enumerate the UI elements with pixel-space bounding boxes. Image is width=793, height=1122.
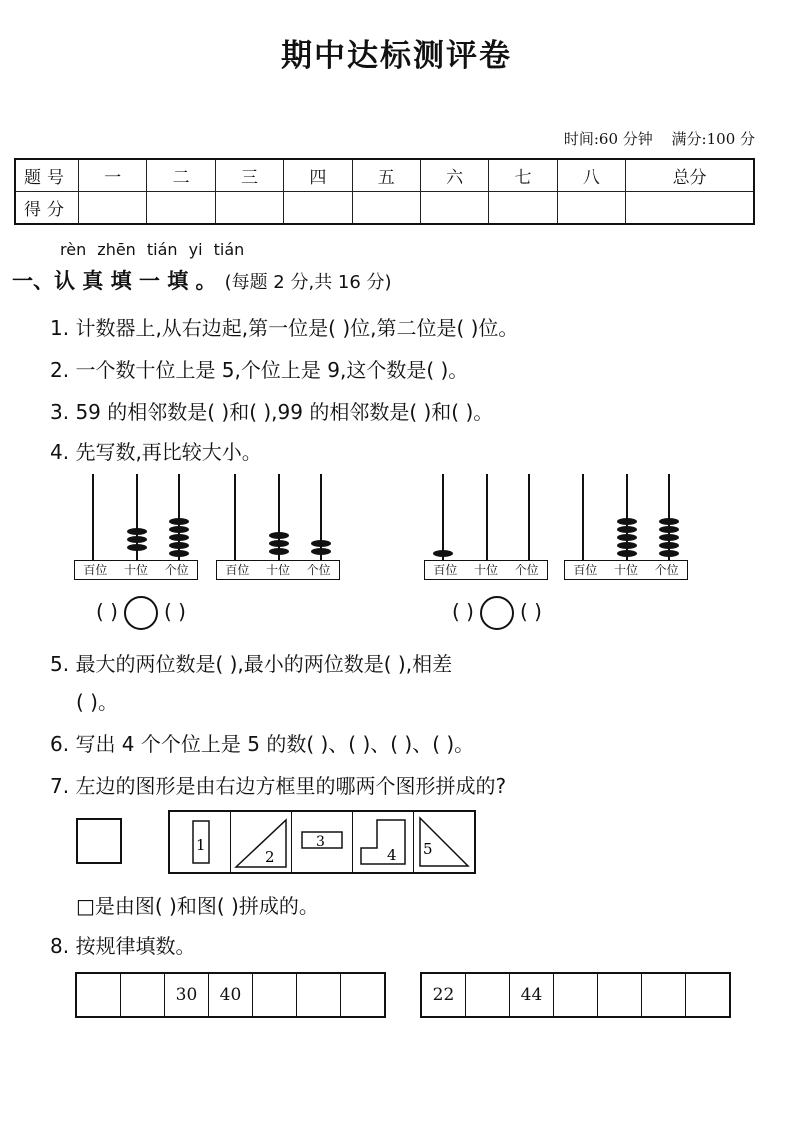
question-5: 5. 最大的两位数是( ),最小的两位数是( ),相差 xyxy=(50,652,453,676)
score-cell: 七 xyxy=(489,159,557,192)
abacus-label: 百位 xyxy=(225,563,250,577)
score-cell: 三 xyxy=(215,159,283,192)
sequence-cell: 44 xyxy=(509,974,553,1016)
score-cell: 四 xyxy=(284,159,352,192)
answer-blank[interactable]: ( ) xyxy=(452,599,474,624)
shape-5-number: 5 xyxy=(423,840,433,858)
section-title: 一、认 真 填 一 填 。 xyxy=(12,269,217,293)
abacus-4 xyxy=(564,474,688,584)
score-table-score-row xyxy=(15,192,754,225)
score-cell: 题号 xyxy=(15,159,79,192)
score-input-cell[interactable] xyxy=(284,192,352,225)
score-input-cell[interactable] xyxy=(489,192,557,225)
shape-1-number: 1 xyxy=(196,836,206,854)
sequence-cell: 40 xyxy=(208,974,252,1016)
sequence-cell[interactable] xyxy=(77,974,120,1016)
abacus-label: 百位 xyxy=(573,563,598,577)
score-cell: 六 xyxy=(420,159,488,192)
score-input-cell[interactable] xyxy=(79,192,147,225)
score-input-cell[interactable] xyxy=(626,192,754,225)
abacus-1 xyxy=(74,474,198,584)
time-limit: 时间:60 分钟 xyxy=(563,130,653,148)
answer-blank[interactable]: ( ) xyxy=(519,599,542,624)
score-input-cell[interactable] xyxy=(147,192,215,225)
question-1: 1. 计数器上,从右边起,第一位是( )位,第二位是( )位。 xyxy=(50,316,519,340)
shape-3 xyxy=(291,812,352,872)
abacus-label: 十位 xyxy=(473,563,498,577)
score-cell: 总分 xyxy=(626,159,754,192)
score-cell: 五 xyxy=(352,159,420,192)
shape-5 xyxy=(413,812,474,872)
sequence-cell: 22 xyxy=(432,985,455,1005)
sequence-cell[interactable] xyxy=(597,974,641,1016)
answer-blank[interactable]: ( ) xyxy=(163,599,186,624)
section-pinyin: rèn zhēn tián yi tián xyxy=(60,240,245,259)
abacus-label: 个位 xyxy=(514,563,539,577)
score-cell: 一 xyxy=(79,159,147,192)
sequence-cell[interactable] xyxy=(252,974,296,1016)
section-points: (每题 2 分,共 16 分) xyxy=(224,272,392,293)
shape-3-number: 3 xyxy=(316,834,325,850)
score-label: 得分 xyxy=(15,192,79,225)
score-cell: 八 xyxy=(557,159,625,192)
score-input-cell[interactable] xyxy=(215,192,283,225)
abacus-label: 十位 xyxy=(123,563,148,577)
sequence-grid-1 xyxy=(75,972,386,1018)
question-4: 4. 先写数,再比较大小。 xyxy=(50,440,262,464)
full-score: 满分:100 分 xyxy=(671,130,755,148)
abacus-label: 个位 xyxy=(164,563,189,577)
answer-blank[interactable]: ( ) xyxy=(96,599,118,624)
sequence-cell[interactable] xyxy=(641,974,685,1016)
sequence-cell[interactable] xyxy=(553,974,597,1016)
shape-2-number: 2 xyxy=(265,848,275,866)
sequence-cell[interactable] xyxy=(296,974,340,1016)
sequence-cell[interactable] xyxy=(120,974,164,1016)
shape-box xyxy=(168,810,476,874)
question-6: 6. 写出 4 个个位上是 5 的数( )、( )、( )、( )。 xyxy=(50,732,475,756)
shape-1 xyxy=(170,812,230,872)
page-title: 期中达标测评卷 xyxy=(281,38,512,74)
exam-meta xyxy=(550,128,755,149)
score-input-cell[interactable] xyxy=(420,192,488,225)
sequence-cell[interactable] xyxy=(340,974,384,1016)
question-7: 7. 左边的图形是由右边方框里的哪两个图形拼成的? xyxy=(50,774,507,798)
question-2: 2. 一个数十位上是 5,个位上是 9,这个数是( )。 xyxy=(50,358,469,382)
abacus-label: 十位 xyxy=(265,563,290,577)
compare-row-left xyxy=(96,596,186,630)
compare-row-right xyxy=(452,596,542,630)
score-input-cell[interactable] xyxy=(557,192,625,225)
abacus-2 xyxy=(216,474,340,584)
abacus-label: 百位 xyxy=(433,563,458,577)
question-7-answer: □是由图( )和图( )拼成的。 xyxy=(76,894,319,918)
sequence-grid-2 xyxy=(420,972,731,1018)
shape-2 xyxy=(230,812,291,872)
question-8: 8. 按规律填数。 xyxy=(50,934,196,958)
abacus-3 xyxy=(424,474,548,584)
score-table xyxy=(14,158,755,225)
abacus-label: 个位 xyxy=(306,563,331,577)
question-3: 3. 59 的相邻数是( )和( ),99 的相邻数是( )和( )。 xyxy=(50,400,494,424)
section-heading xyxy=(12,265,392,295)
question-5-cont: ( )。 xyxy=(76,690,118,714)
shape-4-number: 4 xyxy=(387,846,397,864)
score-table-header-row xyxy=(15,159,754,192)
sequence-cell: 30 xyxy=(164,974,208,1016)
abacus-label: 百位 xyxy=(83,563,108,577)
abacus-label: 个位 xyxy=(654,563,679,577)
shape-4 xyxy=(352,812,413,872)
score-cell: 二 xyxy=(147,159,215,192)
sequence-cell[interactable] xyxy=(465,974,509,1016)
compare-circle[interactable] xyxy=(480,596,514,630)
score-input-cell[interactable] xyxy=(352,192,420,225)
compare-circle[interactable] xyxy=(124,596,158,630)
abacus-label: 十位 xyxy=(613,563,638,577)
target-square-shape xyxy=(76,818,122,864)
sequence-cell[interactable] xyxy=(685,974,729,1016)
